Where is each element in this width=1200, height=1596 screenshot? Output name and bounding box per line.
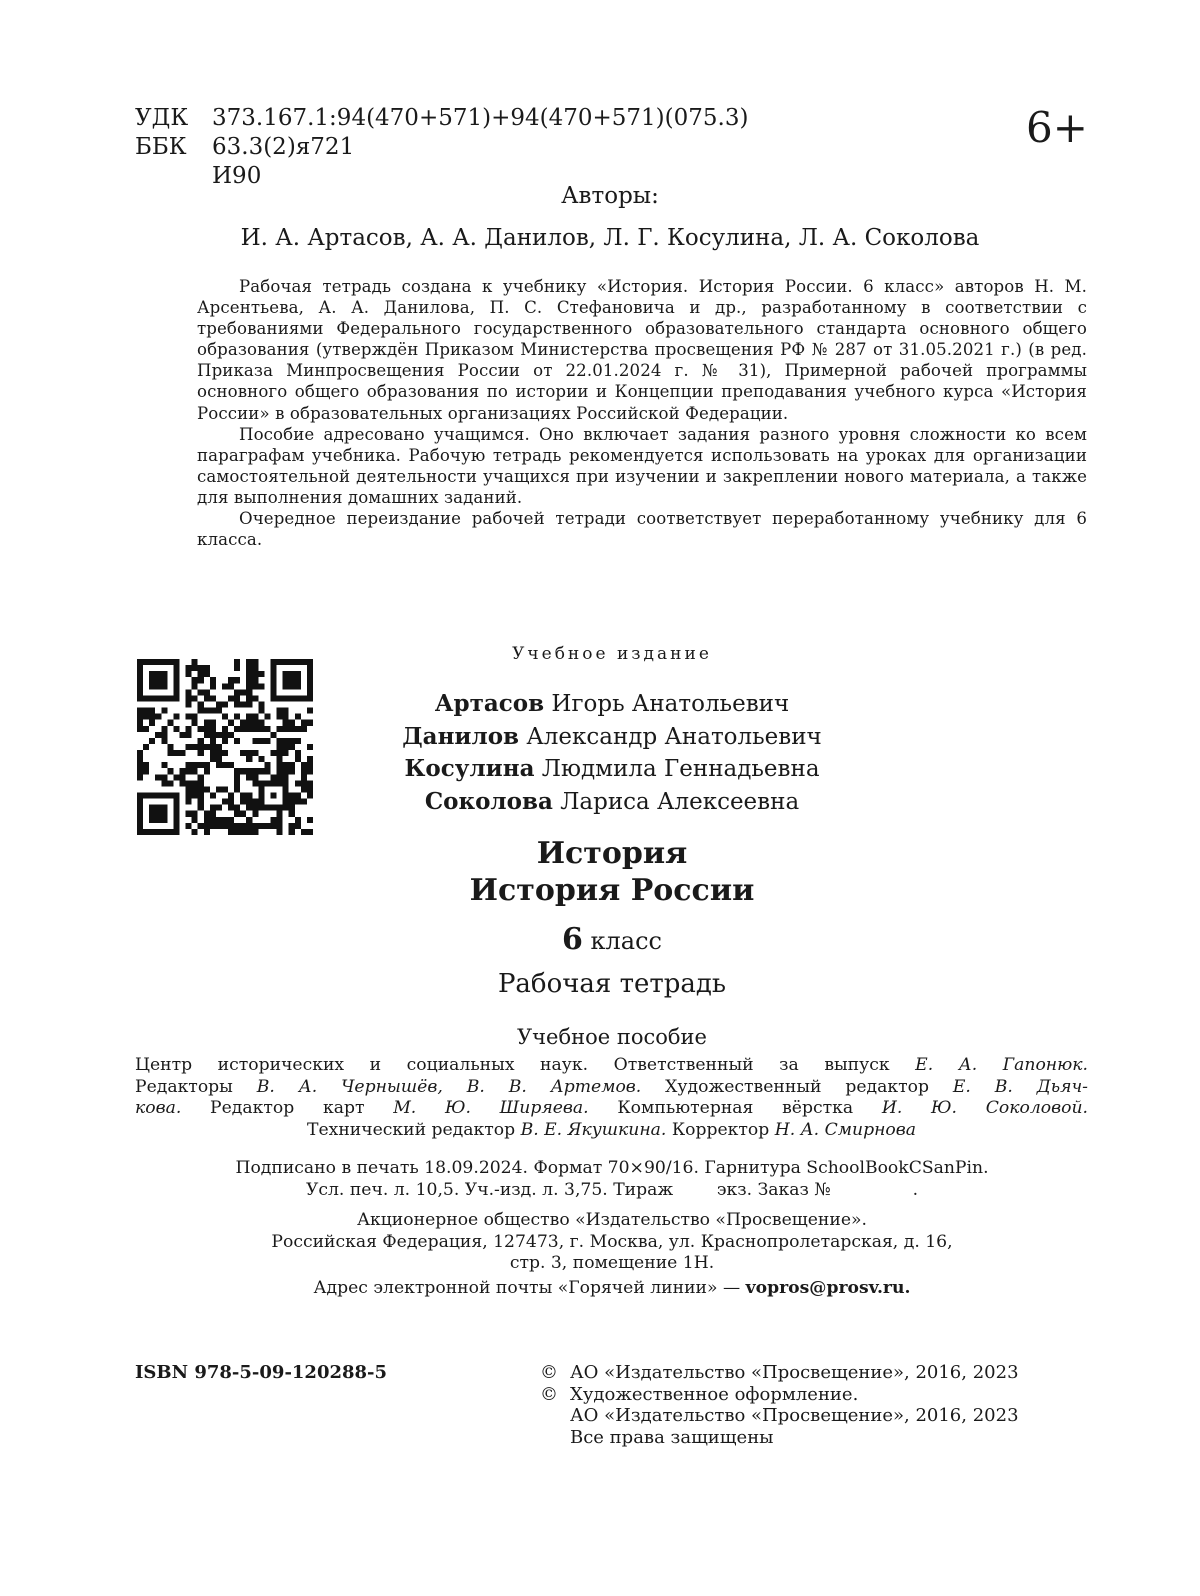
qr-module (271, 823, 277, 829)
hotline-text: Адрес электронной почты «Горячей линии» — (313, 1278, 746, 1298)
book-title: История (536, 836, 688, 871)
qr-module (186, 823, 192, 829)
publisher-info (0, 1210, 1200, 1275)
qr-module (198, 671, 204, 677)
abstract (197, 276, 1087, 550)
print-info-line: Подписано в печать 18.09.2024. Формат 70×90/16. Гарнитура SchoolBookCSanPin. (235, 1158, 989, 1178)
abstract-paragraph: Пособие адресовано учащимся. Оно включает задания разного уровня сложности ко всем параграфам учебника. Рабочую тетрадь рекомендуется использовать на уроках для организации самостоятельной деятельности учащихся при изучении и закреплении нового материала, а также для выполнения домашних заданий. (197, 424, 1087, 507)
qr-module (198, 677, 204, 683)
publisher-line: Акционерное общество «Издательство «Просвещение». (357, 1210, 867, 1230)
qr-module (204, 823, 210, 829)
copyright-line: Все права защищены (570, 1426, 774, 1448)
qr-module (186, 671, 192, 677)
qr-module (228, 829, 234, 835)
qr-module (252, 665, 258, 671)
qr-module (234, 823, 240, 829)
author-name-row: Соколова Лариса Алексеевна (424, 787, 800, 815)
qr-module (192, 677, 198, 683)
authors-label: Авторы: (561, 183, 659, 209)
isbn: ISBN 978-5-09-120288-5 (135, 1362, 388, 1383)
qr-module (246, 659, 252, 665)
copyright-line: © АО «Издательство «Просвещение», 2016, 2023 (540, 1362, 1019, 1383)
qr-module (289, 829, 295, 835)
qr-module (204, 665, 210, 671)
qr-module (234, 677, 240, 683)
qr-module (301, 829, 307, 835)
qr-module (240, 823, 246, 829)
qr-module (198, 823, 204, 829)
udk-value: 373.167.1:94(470+571)+94(470+571)(075.3) (212, 105, 749, 131)
qr-module (289, 823, 295, 829)
qr-module (186, 665, 192, 671)
abstract-paragraph: Очередное переиздание рабочей тетради соответствует переработанному учебнику для 6 класса. (197, 509, 1087, 550)
qr-module (204, 671, 210, 677)
abstract-paragraph: Рабочая тетрадь создана к учебнику «История. История России. 6 класс» авторов Н. М. Арсентьева, А. А. Данилова, П. С. Стефановича и др., разработанному в соответствии с требованиями Федерального государственного образовательного стандарта основного общего образования (утверждён Приказом Министерства просвещения РФ № 287 от 31.05.2021 г.) (в ред. Приказа Минпросвещения России от 22.01.2024 г. № 31), Примерной рабочей программы основного общего образования по истории и Концепции преподавания учебного курса «История России» в образовательных организациях Российской Федерации. (197, 277, 1087, 423)
copyright-line: АО «Издательство «Просвещение», 2016, 2023 (570, 1405, 1019, 1426)
qr-module (252, 659, 258, 665)
bbk-label: ББК (135, 134, 187, 160)
copyright-icon: © (540, 1362, 558, 1383)
hotline (0, 1278, 1200, 1300)
qr-module (246, 823, 252, 829)
author-name-row: Данилов Александр Анатольевич (402, 722, 822, 750)
bbk-value: 63.3(2)я721 (212, 134, 355, 160)
qr-module (252, 823, 258, 829)
workbook-label: Рабочая тетрадь (497, 969, 727, 999)
qr-module (283, 671, 301, 689)
qr-module (240, 829, 246, 835)
author-mark: И90 (212, 163, 262, 189)
udk-label: УДК (135, 105, 189, 131)
qr-module (210, 823, 216, 829)
qr-module (246, 829, 252, 835)
age-rating: 6+ (1026, 103, 1088, 152)
qr-module (234, 665, 240, 671)
qr-module (192, 659, 198, 665)
grade (0, 922, 1200, 959)
author-name-row: Косулина Людмила Геннадьевна (404, 755, 820, 782)
grade-number: 6 (562, 922, 583, 957)
grade-word: класс (590, 927, 662, 955)
qr-module (228, 677, 234, 683)
qr-module (295, 823, 301, 829)
copyright-block (540, 1362, 1019, 1448)
full-authors (0, 688, 1200, 818)
qr-module (246, 677, 252, 683)
qr-module (192, 665, 198, 671)
book-subtitle: История России (469, 873, 755, 908)
qr-module (252, 671, 258, 677)
print-info-line: Усл. печ. л. 10,5. Уч.-изд. л. 3,75. Тираж экз. Заказ № . (305, 1179, 919, 1200)
qr-module (216, 823, 222, 829)
credits-line: Центр исторических и социальных наук. Ответственный за выпуск Е. А. Гапонюк. (135, 1055, 1088, 1075)
qr-module (277, 823, 283, 829)
credits-line: кова. Редактор карт М. Ю. Ширяева. Компьютерная вёрстка И. Ю. Соколовой. (135, 1098, 1088, 1119)
qr-module (252, 677, 258, 683)
credits-line: Технический редактор В. Е. Якушкина. Корректор Н. А. Смирнова (306, 1119, 916, 1140)
hotline-email: vopros@prosv.ru. (745, 1278, 911, 1298)
qr-module (234, 659, 240, 665)
qr-module (277, 829, 283, 835)
qr-module (264, 823, 270, 829)
qr-module (149, 671, 167, 689)
publisher-line: Российская Федерация, 127473, г. Москва, ул. Краснопролетарская, д. 16, (271, 1231, 953, 1252)
bbk-row (135, 133, 748, 162)
authors-line: И. А. Артасов, А. А. Данилов, Л. Г. Косулина, Л. А. Соколова (240, 225, 980, 251)
qr-module (246, 665, 252, 671)
classification-codes (135, 104, 748, 191)
copyright-icon: © (540, 1383, 558, 1405)
qr-module (307, 829, 313, 835)
publication-type: Учебное пособие (517, 1025, 707, 1049)
copyright-line: © Художественное оформление. (540, 1383, 859, 1405)
qr-module (222, 823, 228, 829)
print-info (0, 1158, 1200, 1201)
qr-module (192, 829, 198, 835)
qr-module (228, 823, 234, 829)
publisher-line: стр. 3, помещение 1Н. (509, 1253, 715, 1274)
editorial-credits (135, 1055, 1088, 1141)
qr-module (198, 665, 204, 671)
udk-row (135, 104, 748, 133)
author-name-row: Артасов Игорь Анатольевич (434, 690, 790, 717)
qr-module (204, 829, 210, 835)
qr-module (258, 823, 264, 829)
edition-type: Учебное издание (512, 644, 712, 664)
qr-module (234, 829, 240, 835)
credits-line: Редакторы В. А. Чернышёв, В. В. Артемов. Художественный редактор Е. В. Дьяч- (135, 1076, 1088, 1097)
qr-module (252, 829, 258, 835)
qr-module (210, 677, 216, 683)
qr-module (246, 671, 252, 677)
qr-module (258, 671, 264, 677)
